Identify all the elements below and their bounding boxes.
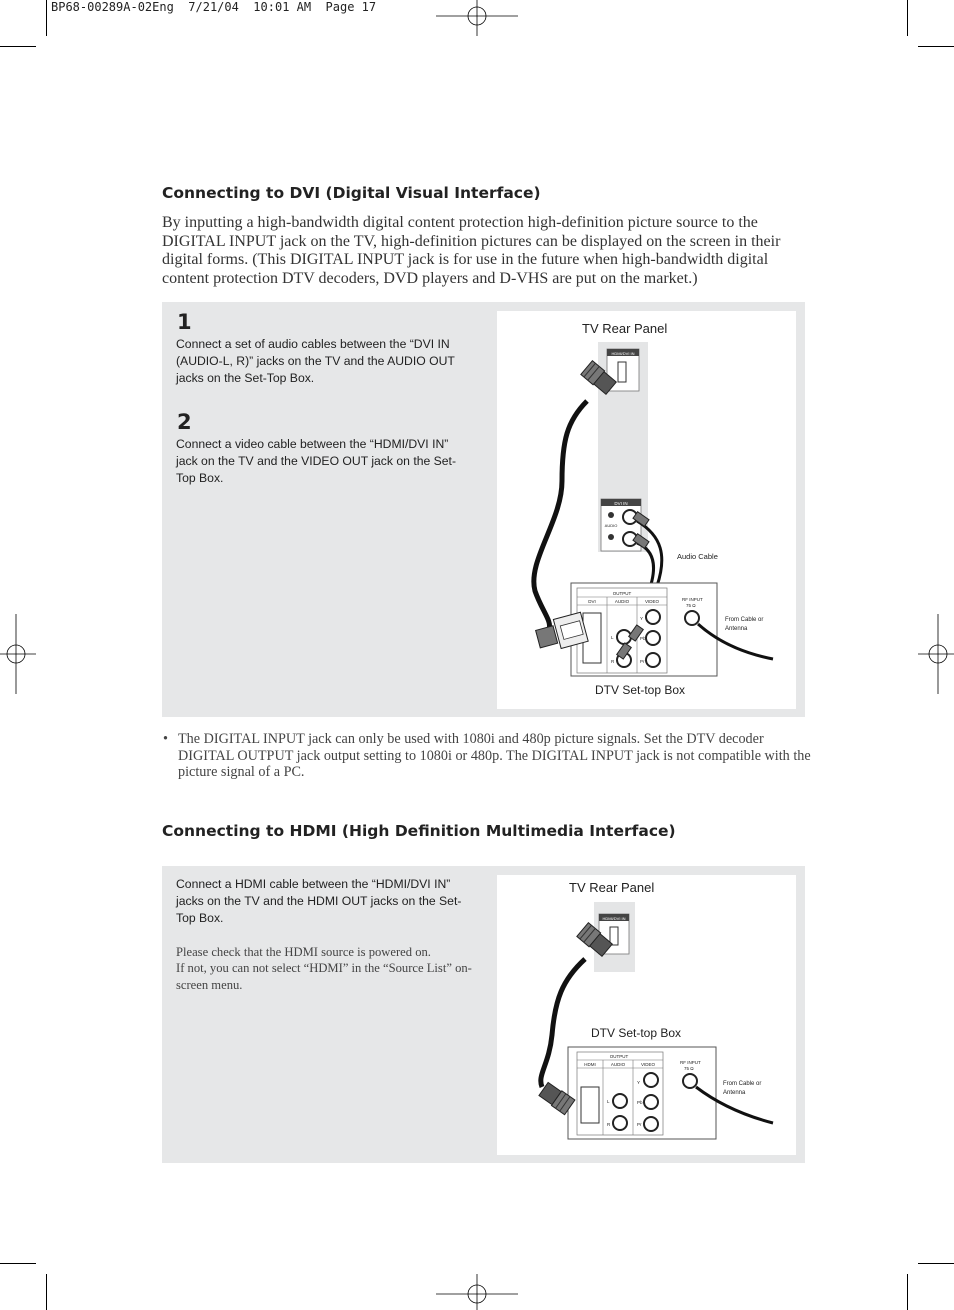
step-number: 2 bbox=[177, 410, 192, 434]
dvi-note-bullet bbox=[163, 731, 818, 781]
rf-ohm-label: 75 Ω bbox=[684, 1066, 694, 1071]
audio-cable-label: Audio Cable bbox=[677, 552, 718, 561]
video-pr-label: Pr bbox=[640, 659, 645, 664]
dtv-set-top-box-label: DTV Set-top Box bbox=[595, 683, 686, 697]
video-column-label: VIDEO bbox=[640, 1062, 656, 1067]
hdmi-jack-label: HDMI/DVI IN bbox=[611, 351, 635, 356]
hdmi-section-heading: Connecting to HDMI (High Definition Multimedia Interface) bbox=[162, 822, 676, 840]
antenna-label: Antenna bbox=[725, 626, 748, 632]
rf-ohm-label: 75 Ω bbox=[686, 603, 696, 608]
video-y-label: Y bbox=[640, 616, 644, 621]
dvi-note-text: The DIGITAL INPUT jack can only be used with 1080i and 480p picture signals. Set the DTV decoder DIGITAL OUTPUT jack output setting to 1080i or 480p. The DIGITAL INPUT jack is not compatible with the picture signal of a PC. bbox=[178, 731, 811, 780]
audio-r-label: R bbox=[607, 1122, 611, 1127]
audio-l-label: L bbox=[611, 635, 614, 640]
step-text: Connect a set of audio cables between the “DVI IN (AUDIO-L, R)” jacks on the TV and the AUDIO OUT jacks on the Set-Top Box. bbox=[176, 337, 455, 385]
dvi-connection-diagram bbox=[497, 311, 796, 709]
video-pb-label: Pb bbox=[637, 1100, 643, 1105]
antenna-label: Antenna bbox=[723, 1090, 746, 1096]
dvi-intro-paragraph: By inputting a high-bandwidth digital content protection high-definition picture source to the DIGITAL INPUT jack on the TV, high-definition pictures can be displayed on the screen in their digital forms. (This DIGITAL INPUT jack is for use in the future when high-bandwidth digital content protection DTV decoders, DVD players and D-VHS are put on the market.) bbox=[162, 214, 781, 287]
dtv-set-top-box-label: DTV Set-top Box bbox=[591, 1026, 682, 1040]
video-pr-label: Pr bbox=[637, 1122, 642, 1127]
audio-column-label: AUDIO bbox=[614, 599, 630, 604]
hdmi-instruction-panel bbox=[162, 866, 805, 1163]
dvi-column-label: DVI bbox=[588, 599, 596, 604]
audio-l-label: L bbox=[607, 1099, 610, 1104]
hdmi-note-2: If not, you can not select “HDMI” in the “Source List” on-screen menu. bbox=[176, 961, 472, 992]
crop-mark bbox=[46, 1274, 47, 1310]
rf-input-label: RF INPUT bbox=[682, 597, 703, 602]
from-cable-label: From Cable or bbox=[725, 617, 764, 623]
crop-mark bbox=[918, 46, 954, 47]
dvi-instruction-panel bbox=[162, 302, 805, 717]
video-pb-label: Pb bbox=[640, 636, 646, 641]
audio-label: AUDIO bbox=[604, 523, 618, 528]
crop-mark bbox=[46, 0, 47, 36]
step-text: Connect a video cable between the “HDMI/DVI IN” jack on the TV and the VIDEO OUT jack on the Set-Top Box. bbox=[176, 437, 457, 485]
hdmi-note-1: Please check that the HDMI source is powered on. bbox=[176, 945, 431, 959]
from-cable-label: From Cable or bbox=[723, 1081, 762, 1087]
video-y-label: Y bbox=[637, 1080, 641, 1085]
hdmi-step-text: Connect a HDMI cable between the “HDMI/DVI IN” jacks on the TV and the HDMI OUT jacks on the Set-Top Box. bbox=[176, 877, 462, 925]
output-label: OUTPUT bbox=[612, 591, 632, 596]
hdmi-connection-diagram bbox=[497, 875, 796, 1155]
crop-mark bbox=[0, 1263, 36, 1264]
step-number: 1 bbox=[177, 310, 192, 334]
crop-mark bbox=[0, 46, 36, 47]
registration-mark-top bbox=[436, 0, 518, 36]
registration-mark-bottom bbox=[436, 1274, 518, 1310]
audio-column-label: AUDIO bbox=[610, 1062, 626, 1067]
dvi-in-label: DVI IN bbox=[614, 501, 628, 506]
output-label: OUTPUT bbox=[609, 1054, 629, 1059]
rf-input-label: RF INPUT bbox=[680, 1060, 701, 1065]
dvi-section-heading: Connecting to DVI (Digital Visual Interface) bbox=[162, 184, 541, 202]
audio-r-label: R bbox=[611, 659, 615, 664]
hdmi-jack-label: HDMI/DVI IN bbox=[602, 916, 626, 921]
crop-mark bbox=[907, 1274, 908, 1310]
print-slug: BP68-00289A-02Eng 7/21/04 10:01 AM Page 17 bbox=[51, 0, 377, 14]
crop-mark bbox=[918, 1263, 954, 1264]
tv-rear-panel-label: TV Rear Panel bbox=[582, 321, 668, 336]
bullet-dot: • bbox=[163, 731, 168, 747]
registration-mark-left bbox=[0, 614, 36, 694]
hdmi-column-label: HDMI bbox=[584, 1062, 596, 1067]
tv-rear-panel-label: TV Rear Panel bbox=[569, 880, 655, 895]
crop-mark bbox=[907, 0, 908, 36]
video-column-label: VIDEO bbox=[644, 599, 660, 604]
registration-mark-right bbox=[918, 614, 954, 694]
